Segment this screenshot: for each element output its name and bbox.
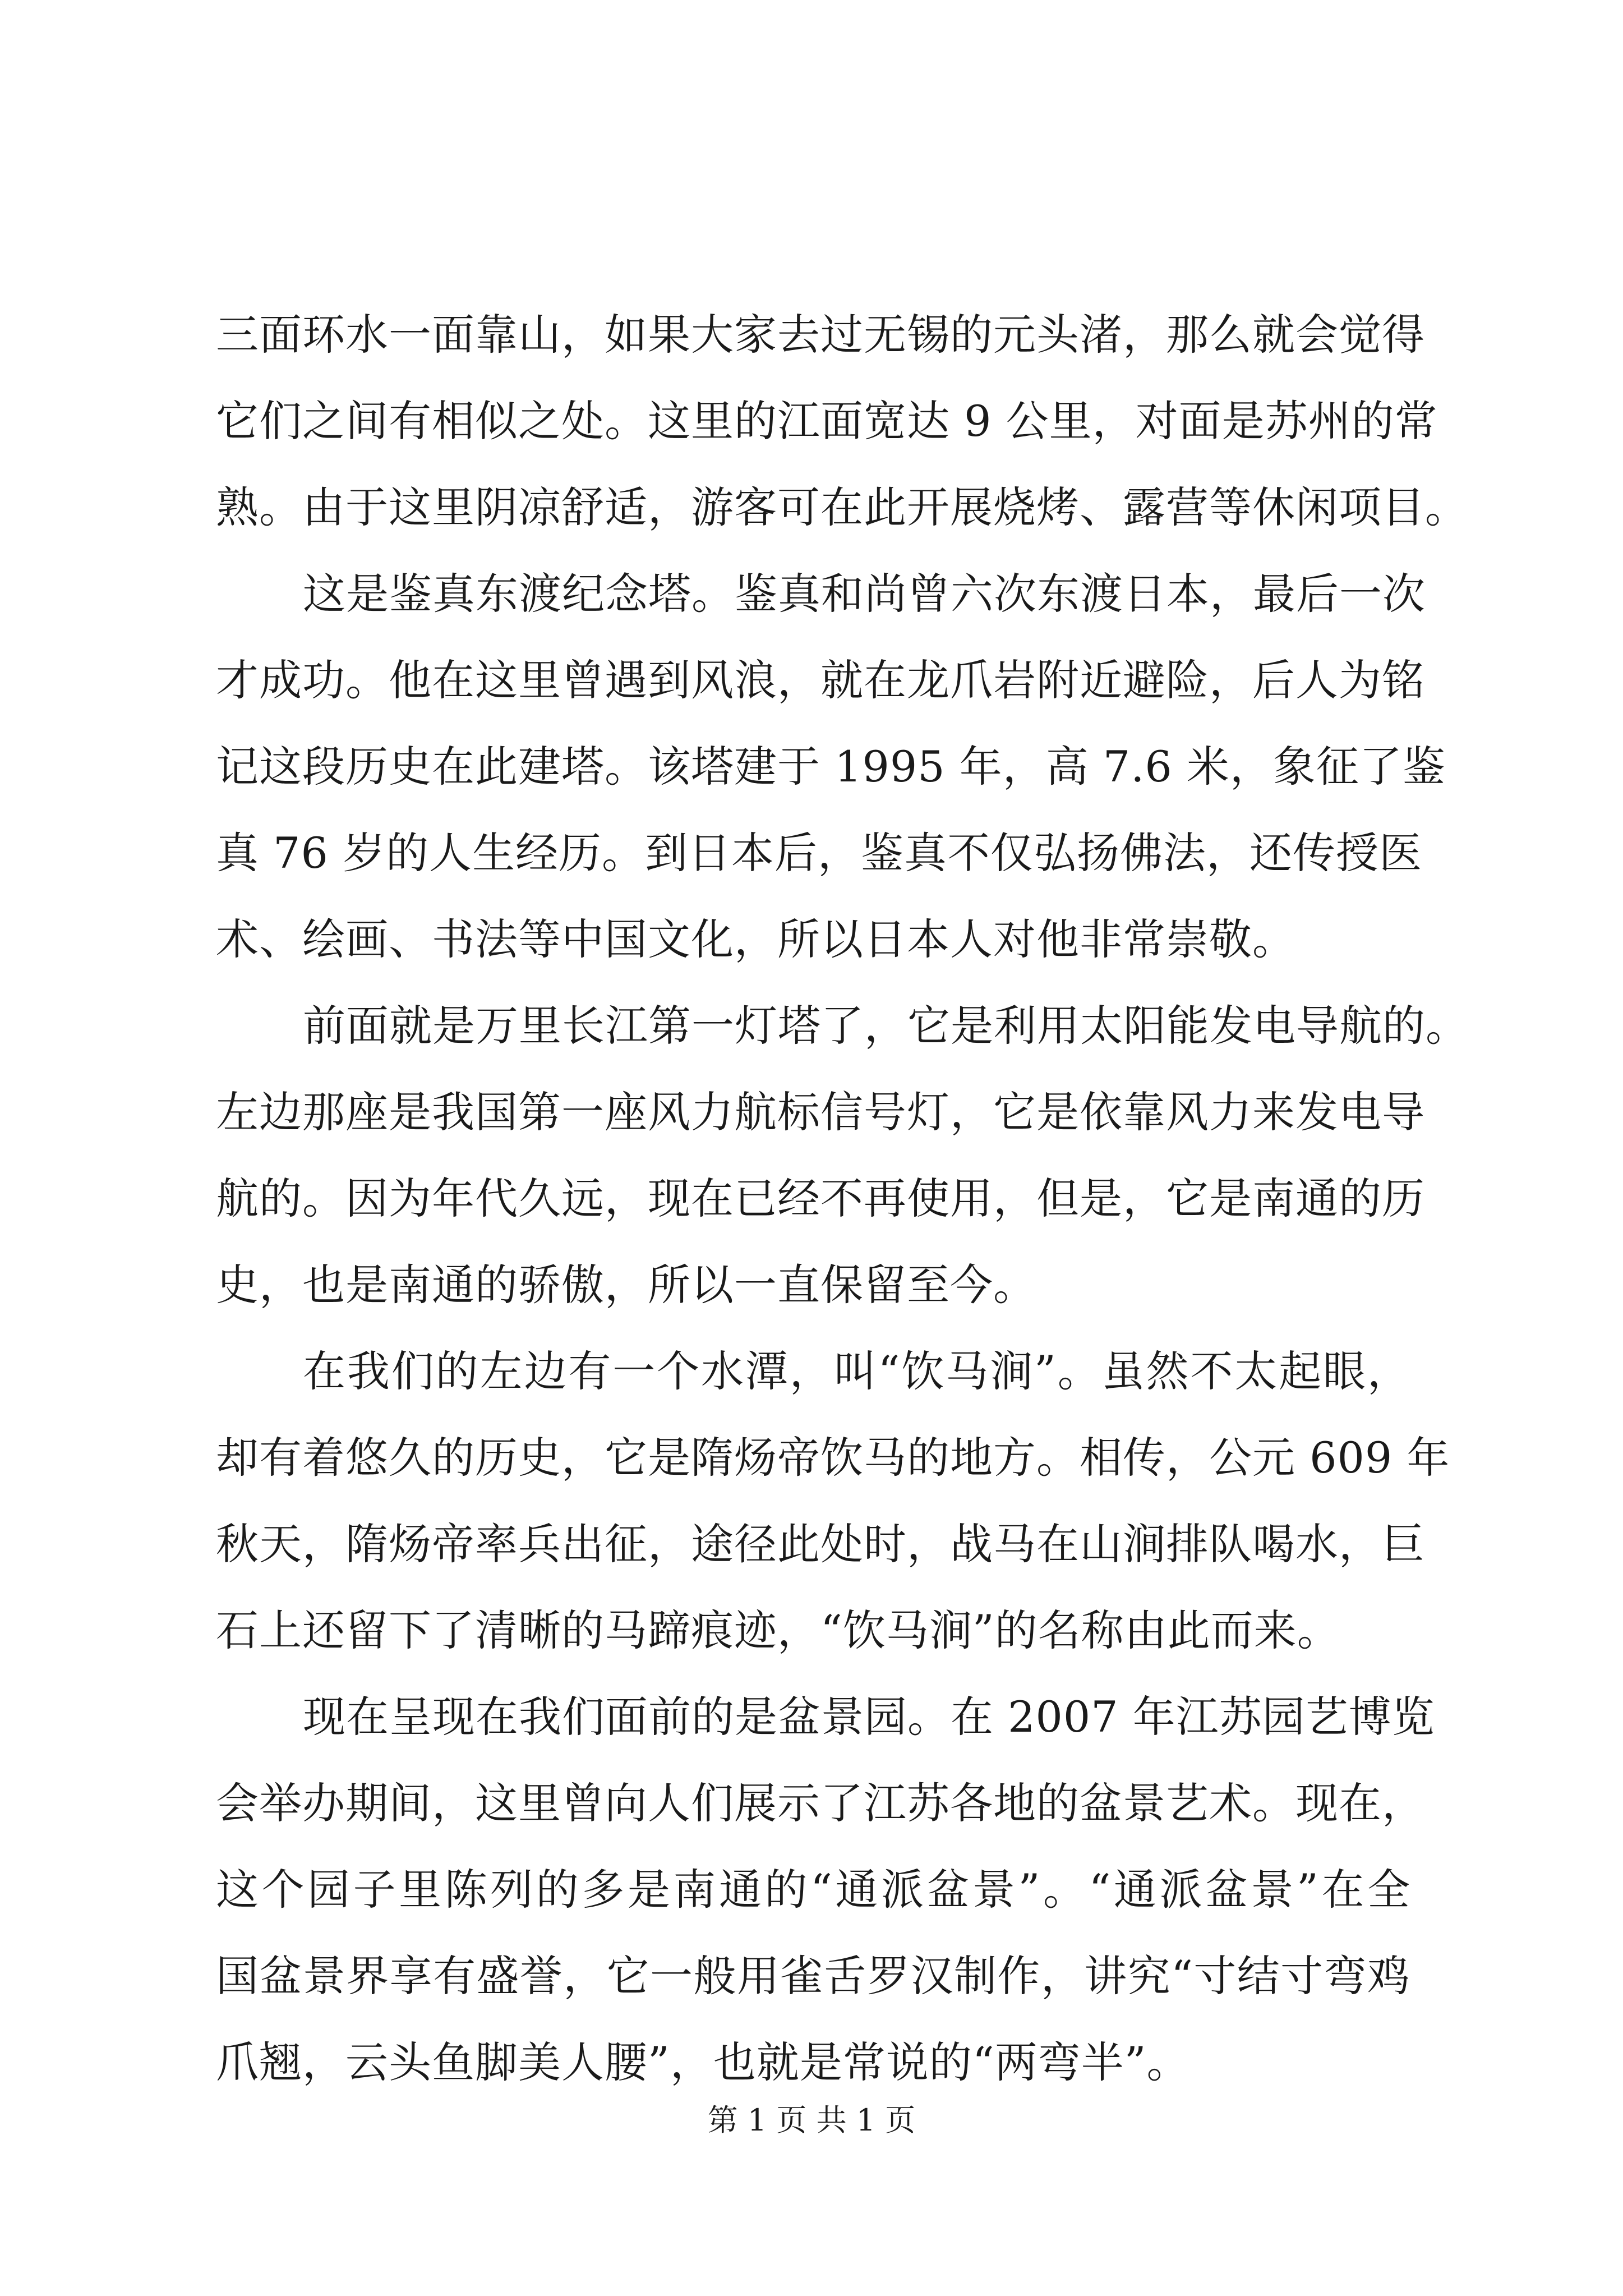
text-line: 记这段历史在此建塔。该塔建于 1995 年，高 7.6 米，象征了鉴 <box>216 742 1446 792</box>
text-line: 国盆景界享有盛誉，它一般用雀舌罗汉制作，讲究“寸结寸弯鸡 <box>216 1951 1410 2001</box>
text-line: 这是鉴真东渡纪念塔。鉴真和尚曾六次东渡日本，最后一次 <box>303 569 1426 619</box>
text-line: 熟。由于这里阴凉舒适，游客可在此开展烧烤、露营等休闲项目。 <box>216 482 1468 532</box>
text-line: 前面就是万里长江第一灯塔了，它是利用太阳能发电导航的。 <box>303 1001 1469 1051</box>
page-number-footer: 第 1 页 共 1 页 <box>707 2102 916 2138</box>
text-line: 真 76 岁的人生经历。到日本后，鉴真不仅弘扬佛法，还传授医 <box>216 828 1423 878</box>
text-line: 秋天，隋炀帝率兵出征，途径此处时，战马在山涧排队喝水，巨 <box>216 1519 1425 1569</box>
text-line: 航的。因为年代久远，现在已经不再使用，但是，它是南通的历 <box>216 1174 1425 1223</box>
text-line: 却有着悠久的历史，它是隋炀帝饮马的地方。相传，公元 609 年 <box>216 1433 1450 1483</box>
text-line: 这个园子里陈列的多是南通的“通派盆景”。“通派盆景”在全 <box>216 1865 1410 1915</box>
text-line: 会举办期间，这里曾向人们展示了江苏各地的盆景艺术。现在， <box>216 1778 1425 1828</box>
text-line: 现在呈现在我们面前的是盆景园。在 2007 年江苏园艺博览 <box>303 1692 1435 1742</box>
text-line: 才成功。他在这里曾遇到风浪，就在龙爪岩附近避险，后人为铭 <box>216 655 1425 705</box>
text-line: 石上还留下了清晰的马蹄痕迹，“饮马涧”的名称由此而来。 <box>216 1605 1340 1655</box>
text-line: 左边那座是我国第一座风力航标信号灯，它是依靠风力来发电导 <box>216 1087 1425 1137</box>
text-line: 术、绘画、书法等中国文化，所以日本人对他非常崇敬。 <box>216 914 1295 964</box>
text-line: 史，也是南通的骄傲，所以一直保留至今。 <box>216 1260 1036 1310</box>
text-line: 三面环水一面靠山，如果大家去过无锡的元头渚，那么就会觉得 <box>216 310 1425 360</box>
text-line: 在我们的左边有一个水潭，叫“饮马涧”。虽然不太起眼， <box>303 1346 1410 1396</box>
text-line: 爪翘，云头鱼脚美人腰”，也就是常说的“两弯半”。 <box>216 2037 1190 2087</box>
body-text <box>216 292 1469 2106</box>
text-line: 它们之间有相似之处。这里的江面宽达 9 公里，对面是苏州的常 <box>216 396 1438 446</box>
